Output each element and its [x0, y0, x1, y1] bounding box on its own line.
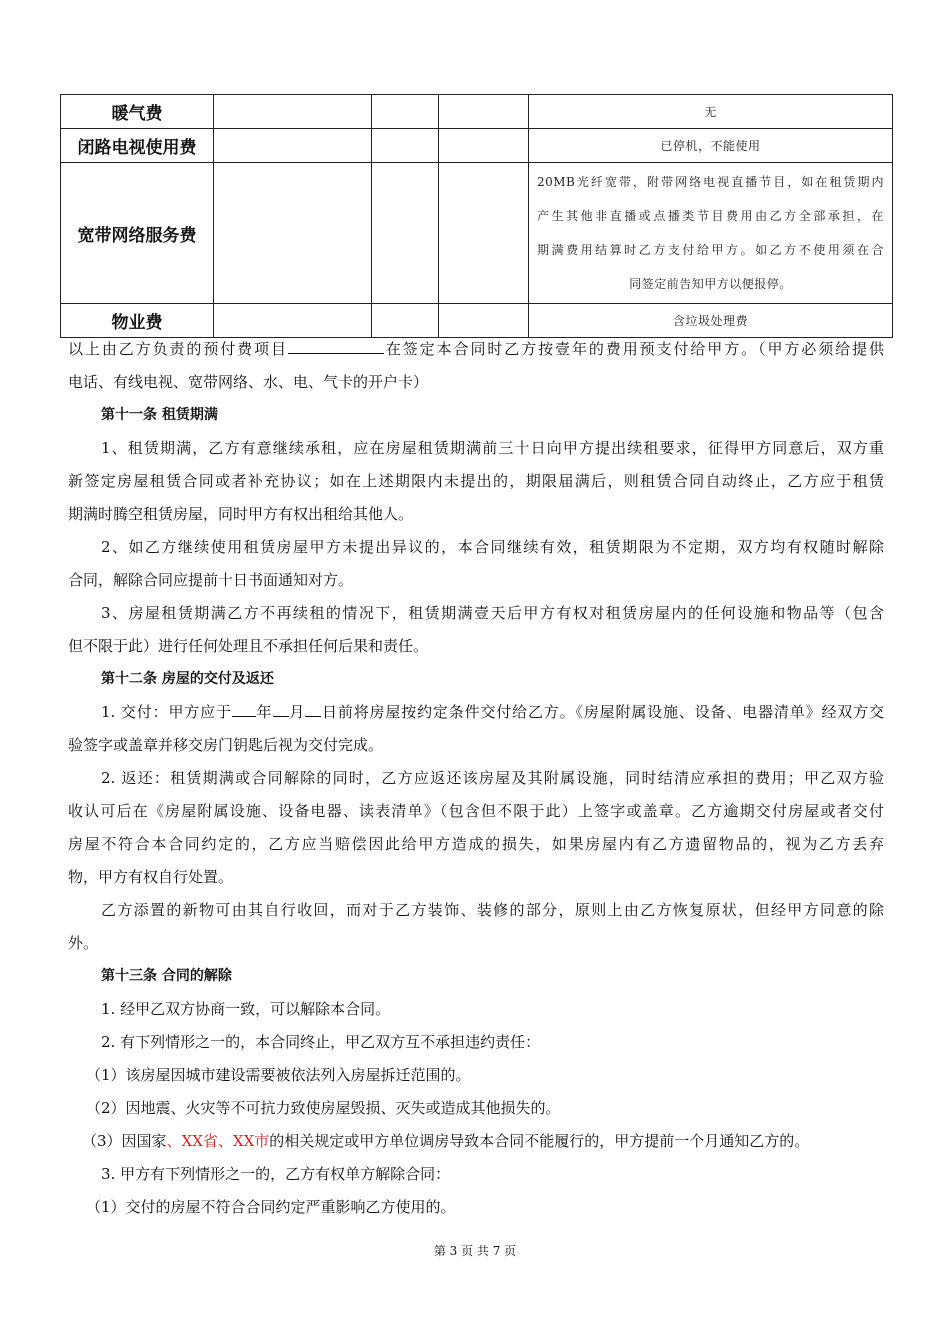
fee-label: 暖气费 — [61, 95, 214, 129]
blank-field — [305, 700, 321, 717]
paragraph-line: 合同，解除合同应提前十日书面通知对方。 — [68, 571, 354, 589]
table-row — [61, 163, 893, 304]
page-number: 第 3 页 共 7 页 — [433, 1244, 517, 1258]
paragraph-line: 2. 返还：租赁期满或合同解除的同时，乙方应返还该房屋及其附属设施，同时结清应承担的费用；甲乙双方验 — [101, 769, 884, 787]
blank-field — [232, 700, 256, 717]
paragraph-line: 但不限于此）进行任何处理且不承担任何后果和责任。 — [68, 637, 429, 655]
list-item: （1）交付的房屋不符合合同约定严重影响乙方使用的。 — [86, 1198, 456, 1216]
highlighted-text: 、XX省、XX市 — [166, 1132, 270, 1150]
prepay-line-2: 电话、有线电视、宽带网络、水、电、气卡的开户卡） — [68, 373, 429, 391]
note-line: 期满费用结算时乙方支付给甲方。如乙方不使用须在合 — [537, 243, 884, 257]
paragraph-line: 新签定房屋租赁合同或者补充协议；如在上述期限内未提出的，期限届满后，则租赁合同自动终止，乙方应于租赁 — [68, 472, 884, 490]
body-text — [68, 333, 884, 1224]
fee-note — [529, 163, 893, 304]
fee-label: 闭路电视使用费 — [61, 129, 214, 163]
paragraph-line: 物，甲方有权自行处置。 — [68, 868, 234, 886]
table-row — [61, 95, 893, 129]
list-item: （3）因国家、XX省、XX市的相关规定或甲方单位调房导致本合同不能履行的，甲方提前一个月通知乙方的。 — [82, 1132, 810, 1150]
fee-label: 宽带网络服务费 — [61, 163, 214, 304]
list-item: 3. 甲方有下列情形之一的，乙方有权单方解除合同： — [101, 1165, 451, 1183]
article-12-title: 第十二条 房屋的交付及返还 — [101, 671, 274, 687]
note-line: 同签定前告知甲方以便报停。 — [629, 277, 792, 291]
list-item: （2）因地震、火灾等不可抗力致使房屋毁损、灭失或造成其他损失的。 — [86, 1099, 561, 1117]
article-13-title: 第十三条 合同的解除 — [101, 968, 232, 984]
list-item: 1. 经甲乙双方协商一致，可以解除本合同。 — [101, 1000, 391, 1018]
fee-label: 物业费 — [61, 304, 214, 338]
paragraph-line: 外。 — [68, 934, 99, 952]
note-line: 产生其他非直播或点播类节目费用由乙方全部承担，在 — [537, 209, 884, 223]
prepay-line: 以上由乙方负责的预付费项目 在签定本合同时乙方按壹年的费用预支付给甲方。（甲方必须给提供 — [68, 333, 884, 366]
paragraph-line: 2、如乙方继续使用租赁房屋甲方未提出异议的，本合同继续有效，租赁期限为不定期，双方均有权随时解除 — [101, 538, 884, 556]
paragraph-line: 3、房屋租赁期满乙方不再续租的情况下，租赁期满壹天后甲方有权对租赁房屋内的任何设施和物品等（包含 — [101, 604, 884, 622]
paragraph-line: 乙方添置的新物可由其自行收回，而对于乙方装饰、装修的部分，原则上由乙方恢复原状，但经甲方同意的除 — [101, 901, 884, 919]
list-item: （1）该房屋因城市建设需要被依法列入房屋拆迁范围的。 — [86, 1066, 471, 1084]
blank-field — [273, 700, 289, 717]
article-11-title: 第十一条 租赁期满 — [101, 407, 218, 423]
fee-note: 无 — [529, 95, 893, 129]
fee-note: 含垃圾处理费 — [529, 304, 893, 338]
paragraph-line: 1、租赁期满，乙方有意继续承租，应在房屋租赁期满前三十日向甲方提出续租要求，征得甲方同意后，双方重 — [101, 439, 884, 457]
fee-note: 已停机，不能使用 — [529, 129, 893, 163]
paragraph-line: 验签字或盖章并移交房门钥匙后视为交付完成。 — [68, 736, 384, 754]
paragraph-line: 房屋不符合本合同约定的，乙方应当赔偿因此给甲方造成的损失，如果房屋内有乙方遗留物品的，视为乙方丢弃 — [68, 835, 884, 853]
table-row — [61, 129, 893, 163]
paragraph-line: 1. 交付：甲方应于 年 月 日前将房屋按约定条件交付给乙方。《房屋附属设施、设备、电器清单》经双方交 — [68, 696, 884, 729]
paragraph-line: 期满时腾空租赁房屋，同时甲方有权出租给其他人。 — [68, 505, 414, 523]
note-line: 20MB光纤宽带，附带网络电视直播节目，如在租赁期内 — [537, 175, 884, 189]
paragraph-line: 收认可后在《房屋附属设施、设备电器、读表清单》（包含但不限于此）上签字或盖章。乙方逾期交付房屋或者交付 — [68, 802, 884, 820]
fee-table — [60, 94, 893, 338]
list-item: 2. 有下列情形之一的，本合同终止，甲乙双方互不承担违约责任： — [101, 1033, 541, 1051]
blank-field — [288, 337, 384, 354]
